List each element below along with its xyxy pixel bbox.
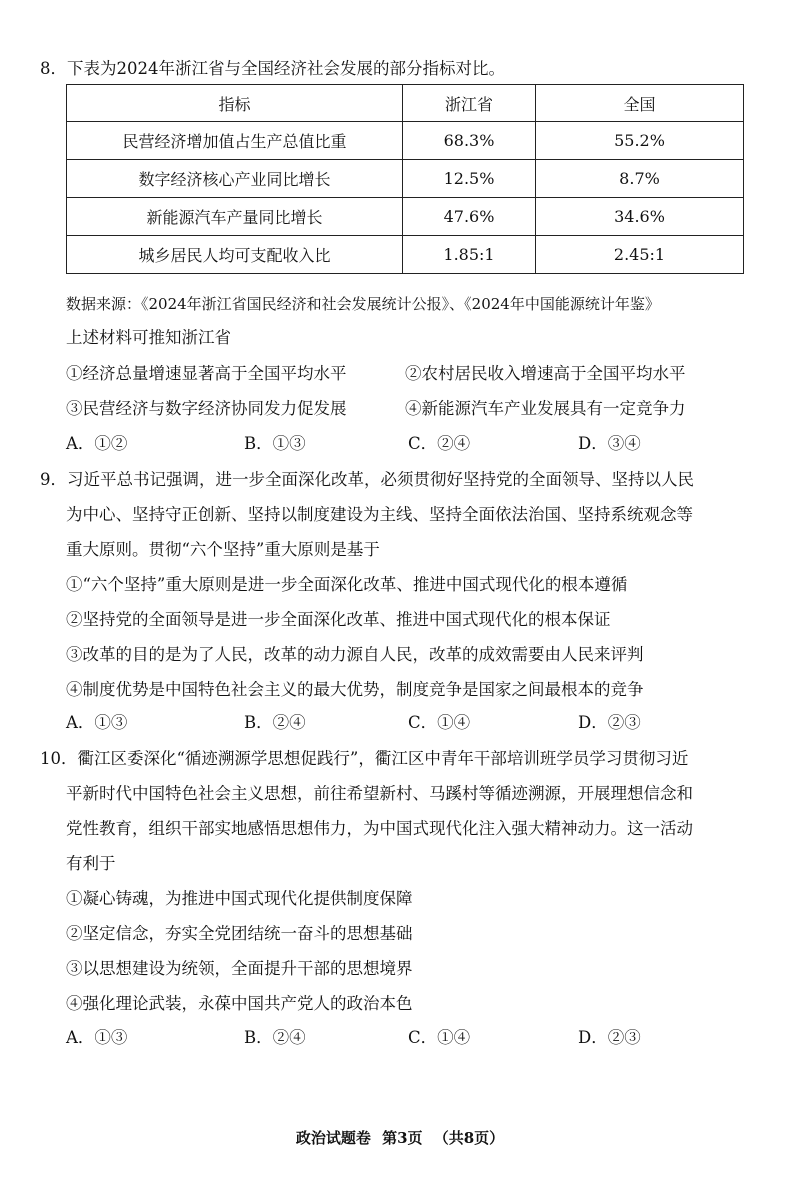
table-cell: 34.6% (536, 198, 744, 236)
q9-statement: ②坚持党的全面领导是进一步全面深化改革、推进中国式现代化的根本保证 (66, 610, 611, 629)
table-cell: 城乡居民人均可支配收入比 (67, 236, 403, 274)
table-header: 浙江省 (403, 85, 536, 122)
q8-option-c[interactable]: C．②④ (408, 434, 471, 453)
table-row (67, 236, 744, 274)
q9-stem-line: 9．习近平总书记强调，进一步全面深化改革，必须贯彻好坚持党的全面领导、坚持以人民 (40, 470, 694, 489)
table-cell: 民营经济增加值占生产总值比重 (67, 122, 403, 160)
q8-option-d[interactable]: D．③④ (578, 434, 641, 453)
q9-option-d[interactable]: D．②③ (578, 713, 641, 732)
table-cell: 8.7% (536, 160, 744, 198)
q10-option-a[interactable]: A．①③ (66, 1028, 128, 1047)
q9-option-b[interactable]: B．②④ (244, 713, 306, 732)
q8-option-a[interactable]: A．①② (66, 434, 128, 453)
q9-stem-line: 重大原则。贯彻“六个坚持”重大原则是基于 (66, 540, 380, 559)
q10-stem-line: 有利于 (66, 854, 116, 873)
table-row (67, 122, 744, 160)
page-footer (0, 1127, 800, 1148)
table-cell: 1.85:1 (403, 236, 536, 274)
table-cell: 数字经济核心产业同比增长 (67, 160, 403, 198)
q9-statement: ④制度优势是中国特色社会主义的最大优势，制度竞争是国家之间最根本的竞争 (66, 680, 644, 699)
q9-statement: ①“六个坚持”重大原则是进一步全面深化改革、推进中国式现代化的根本遵循 (66, 575, 628, 594)
q10-option-d[interactable]: D．②③ (578, 1028, 641, 1047)
q9-option-a[interactable]: A．①③ (66, 713, 128, 732)
footer-page-number: 第3页 (382, 1129, 423, 1147)
q10-stem-line: 平新时代中国特色社会主义思想，前往希望新村、马蹊村等循迹溯源，开展理想信念和 (66, 784, 693, 803)
table-cell: 68.3% (403, 122, 536, 160)
q8-statement: ③民营经济与数字经济协同发力促发展 (66, 399, 347, 418)
indicator-table (66, 84, 744, 274)
q9-statement: ③改革的目的是为了人民，改革的动力源自人民，改革的成效需要由人民来评判 (66, 645, 644, 664)
table-cell: 55.2% (536, 122, 744, 160)
table-cell: 新能源汽车产量同比增长 (67, 198, 403, 236)
table-row (67, 160, 744, 198)
table-cell: 2.45:1 (536, 236, 744, 274)
q8-statement: ④新能源汽车产业发展具有一定竞争力 (405, 399, 686, 418)
q10-option-c[interactable]: C．①④ (408, 1028, 471, 1047)
q8-option-b[interactable]: B．①③ (244, 434, 306, 453)
q10-stem-line: 党性教育，组织干部实地感悟思想伟力，为中国式现代化注入强大精神动力。这一活动 (66, 819, 693, 838)
table-header: 指标 (67, 85, 403, 122)
q8-prompt: 上述材料可推知浙江省 (66, 328, 231, 347)
q10-statement: ③以思想建设为统领，全面提升干部的思想境界 (66, 959, 413, 978)
table-header-row (67, 85, 744, 122)
table-cell: 12.5% (403, 160, 536, 198)
q8-stem: 8．下表为2024年浙江省与全国经济社会发展的部分指标对比。 (40, 59, 505, 78)
q10-stem-line: 10．衢江区委深化“循迹溯源学思想促践行”，衢江区中青年干部培训班学员学习贯彻习近 (40, 749, 689, 768)
table-row (67, 198, 744, 236)
footer-total-pages: （共8页） (433, 1129, 505, 1147)
q8-statement: ①经济总量增速显著高于全国平均水平 (66, 364, 347, 383)
q9-stem-line: 为中心、坚持守正创新、坚持以制度建设为主线、坚持全面依法治国、坚持系统观念等 (66, 505, 693, 524)
q9-option-c[interactable]: C．①④ (408, 713, 471, 732)
footer-subject: 政治试题卷 (295, 1129, 371, 1147)
q10-statement: ②坚定信念，夯实全党团结统一奋斗的思想基础 (66, 924, 413, 943)
q8-statement: ②农村居民收入增速高于全国平均水平 (405, 364, 686, 383)
q10-statement: ①凝心铸魂，为推进中国式现代化提供制度保障 (66, 889, 413, 908)
table-cell: 47.6% (403, 198, 536, 236)
data-source: 数据来源：《2024年浙江省国民经济和社会发展统计公报》、《2024年中国能源统计年鉴》 (66, 295, 660, 313)
q10-option-b[interactable]: B．②④ (244, 1028, 306, 1047)
q10-statement: ④强化理论武装，永葆中国共产党人的政治本色 (66, 994, 413, 1013)
table-header: 全国 (536, 85, 744, 122)
